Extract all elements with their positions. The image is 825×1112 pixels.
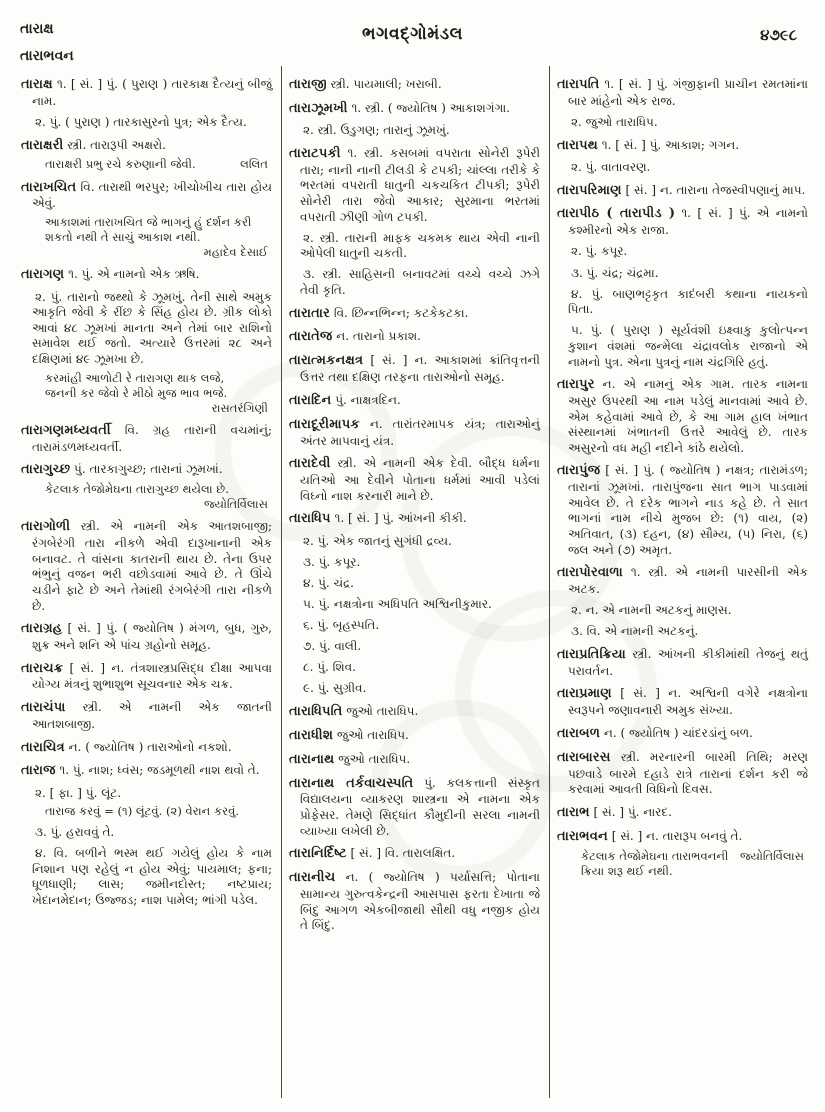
dict-entry: તારાદૂરીમાપક ન. તારાંતરમાપક યંત્ર; તારાઓનું અંતર માપવાનું યંત્ર. [289,416,540,448]
dict-entry: તારાચંપા સ્ત્રી. એ નામની એક જાતની આતશબાજી. [21,700,272,731]
headword: તારાક્ષ [21,77,53,92]
dict-entry: તારાજ ૧. પું. નાશ; ધ્વંસ; જડમૂળથી નાશ થવો તે. [21,763,260,779]
quotation [45,215,268,260]
dict-entry: તારાતેજ ન. તારાનો પ્રકાશ. [289,329,421,345]
dict-sense: ૨. [ ફા. ] પું. લૂંટ. [35,785,122,800]
page-title: ભગવદ્ગોમંડલ [362,24,463,44]
dict-entry: તારાનિર્દિષ્ટ [ સં. ] વિ. તારાલક્ષિત. [289,846,456,862]
quotation [45,482,268,512]
dict-entry: તારાનીચ ન. ( જ્યોતિષ ) પર્યાસત્તિ; પોતાના સામાન્ય ગુરુત્વકેન્દ્રની આસપાસ ફરતા દેખાતા જે બિંદુ આગળ એકબીજાથી સૌથી વધુ નજીક હોય તે બિંદુ. [289,870,540,933]
headword: તારાગોળી [21,519,71,535]
dict-sense: ૩. પું. હરાવવું તે. [35,825,115,839]
dict-entry: તારાપ્રતિક્રિયા સ્ત્રી. આંખની કીકીમાંથી તેજનું થતું પરાવર્તન. [557,646,808,678]
dict-sense: ૨. સ્ત્રી. તારાની માફક ચકમક થાય એવી નાની ઓપેલી ધાતુની ચકતી. [300,230,540,261]
dict-sense: ૨. ન. એ નામની અટકનું માણસ. [571,603,732,618]
dict-entry: તારાચક્ર [ સં. ] ન. તંત્રશાસ્ત્રપ્રસિદ્ધ દીક્ષા આપવા યોગ્ય મંત્રનું શુભાશુભ સૂચવનાર એક ચક્ર. [21,660,272,692]
dict-entry: તારાપીઠ ( તારાપીડ ) ૧. [ સં. ] પું. એ નામનો કશ્મીરનો એક રાજા. [557,206,808,238]
headword: તારાગ્રહ [21,621,63,637]
dict-sense: ૪. પું. ચંદ્ર. [303,575,354,590]
dict-entry: તારાભ [ સં. ] પું. નારદ. [557,804,672,820]
dict-sense: ૪. વિ. બળીને ભસ્મ થઈ ગયેલું હોય કે નામ નિશાન પણ રહેલું ન હોય એવું; પાયમાલ; ફના; ધૂળધાણી; લાસ; જમીનદોસ્ત; નષ્ટપ્રાય; ખેદાનમેદાન; ઉજ્જડ; નાશ પામેલ; ભાંગી પડેલ. [32,846,272,907]
dict-sense: ૨. જુઓ તારાધિપ. [571,114,658,129]
headword: તારાટપકી [289,145,341,161]
headword: તારાજી [289,77,327,92]
headword: તારાપતિ [557,77,600,92]
citation: જ્યોતિર્વિલાસ [203,497,268,512]
headword: તારાતેજ [289,329,333,345]
headword: તારાનિર્દિષ્ટ [289,846,347,862]
dict-entry: તારાપોરવાળા ૧. સ્ત્રી. એ નામની પારસીની એક અટક. [557,565,808,597]
quotation [45,371,268,416]
citation: લલિત [240,157,268,172]
dict-entry: તારાટપકી ૧. સ્ત્રી. કસબમાં વપરાતા સોનેરી રૂપેરી તારા; નાની નાની ટીલડી કે ટપકી; ચાંલ્લા તરીકે કે ભરતમાં વપરાતી ધાતુની ચકચકિત ટીપકી; રૂપેરી સોનેરી તારા જેવો આકાર; સુરમાના ભરતમાં વપરાતી ઝીણી ગોળ ટપકી. [289,145,540,224]
headword: તારાનાથ તર્કવાચસ્પતિ [289,775,414,791]
headword: તારાજ [21,763,56,779]
dict-sense: ૨. પું. ( પુરાણ ) તારકાસુરનો પુત્ર; એક દૈત્ય. [35,114,247,129]
dict-entry: તારાદેવી સ્ત્રી. એ નામની એક દેવી. બૌદ્ધ ધર્મના યતિઓ આ દેવીને પોતાના ધર્મમાં આવી પડેલાં વિઘ્નો નાશ કરનારી માને છે. [289,456,540,503]
dict-sense: ૫. પું. ( પુરાણ ) સૂર્યવંશી ઇક્ષ્વાકુ કુલોત્પન્ન કુશાન વંશમાં જન્મેલા ચંદ્રાવલોક રાજાનો એ નામનો પુત્ર. એના પુત્રનું નામ ચંદ્રગિરિ હતું. [568,323,808,369]
dict-entry: તારાપતિ ૧. [ સં. ] પું. ગંજીફાની પ્રાચીન રમતમાંના બાર માંહેનો એક રાજ. [557,77,808,108]
dict-sense: ૭. પું. વાલી. [303,639,362,654]
dict-sense: ૪. પું. બાણભટ્ટકૃત કાદંબરી કથાના નાયકનો પિતા. [568,286,808,317]
dict-sense: ૨. પું. કપૂર. [571,244,628,259]
headword: તારાપુર [557,377,595,393]
headword: તારાતાર [289,305,331,321]
dict-entry: તારાક્ષ ૧. [ સં. ] પું. ( પુરાણ ) તારકાક્ષ દૈત્યનું બીજું નામ. [21,77,272,108]
headword: તારાખચિત [21,179,77,195]
dict-sense: ૬. પું. બૃહસ્પતિ. [303,618,380,632]
headword: તારાધિપ [289,511,331,527]
dict-entry: તારાઝૂમખી ૧. સ્ત્રી. ( જ્યોતિષ ) આકાશગંગા. [289,100,510,116]
dict-sense: ૨. પું. એક જાતનું સુગંધી દ્રવ્ય. [303,533,452,548]
headword: તારાત્મકનક્ષત્ર [289,353,364,369]
quotation-line: જનની કર જેવો રે મીઠો મુજ ભાવ ભજે. [45,385,228,400]
headword: તારાપુંજ [557,463,601,479]
dict-sense: ૨. પું. તારાનો જથ્થો કે ઝૂમખું. તેની સાથે અમુક આકૃતિ જેવી કે રીંછ કે સિંહ હોય છે. ગ્રીક લોકો આવાં ૪૮ ઝૂમખાં માનતા અને તેમાં બાર રાશિનો સમાવેશ થઈ જતો. અત્યારે ઉત્તરમાં ૨૮ અને દક્ષિણમાં ૪૯ ઝૂમખા છે. [32,289,272,366]
headword: તારાનાથ [289,751,335,767]
dict-entry: તારાતાર વિ. છિન્નભિન્ન; કટકેકટકા. [289,305,469,321]
dict-sense: ૯. પું. સુગ્રીવ. [303,681,367,696]
dict-sense: ૩. પું. કપૂર. [303,554,361,569]
quotation-line: આકાશમાં તારાખચિત જે ભાગનું હું દર્શન કરી શકતો નથી તે સાચું આકાશ નથી. [45,215,252,245]
dict-sense: ૩. વિ. એ નામની અટકનું. [571,624,699,639]
headword: તારાદિન [289,392,332,408]
dict-sense: ૫. પું. નક્ષત્રોના અધિપતિ અશ્વિનીકુમાર. [303,596,492,611]
citation: રાસતરંગિણી [211,400,268,415]
quotation-line: તારાક્ષરી પ્રભુ રચે કરુણાની જેવી. લલિત [45,157,268,172]
dict-entry: તારાનાથ જુઓ તારાધિપ. [289,751,411,767]
quotation [45,157,268,172]
dict-entry: તારાપુર ન. એ નામનું એક ગામ. તારક નામના અસુર ઉપરથી આ નામ પડેલું માનવામાં આવે છે. એમ કહેવામાં આવે છે, કે આ ગામ હાલ ખંભાત સંસ્થાનમાં ખંભાતની ઉત્તરે આવેલું છે. તારક અસુરનો વધ મહી નદીને કાંઠે થયેલો. [557,377,808,455]
dict-entry: તારાપ્રમાણ [ સં. ] ન. અશ્વિની વગેરે નક્ષત્રોના સ્વરૂપને જણાવનારી અમુક સંખ્યા. [557,686,808,718]
dict-entry: તારાપુંજ [ સં. ] પું. ( જ્યોતિષ ) નક્ષત્ર; તારામંડળ; તારાનાં ઝૂમખાં. તારાપુંજના સાત ભાગ પાડવામાં આવેલ છે. તે દરેક ભાગને નાડ કહે છે. તે સાત ભાગનાં નામ નીચે મુજબ છે: (૧) વાય, (૨) અતિવાત, (૩) દહન, (૪) સૌમ્ય, (૫) નિરા, (૬) જલ અને (૭) અમૃત. [557,463,808,557]
headword: તારાપ્રતિક્રિયા [557,646,626,662]
dict-entry: તારાગણમધ્યવર્તી વિ. ગ્રહ તારાની વચમાંનું; તારામંડળમધ્યવર્તી. [21,422,272,454]
guide-word-top: તારાક્ષ [20,21,54,37]
dict-sense: ૩. પું. ચંદ્ર; ચંદ્રમા. [571,265,659,280]
dict-sense: ૨. સ્ત્રી. ઉડુગણ; તારાનું ઝૂમખું. [303,123,450,138]
headword: તારાધીશ [289,727,334,743]
quotation [581,849,804,879]
citation: જ્યોતિર્વિલાસ [739,848,804,863]
dict-entry: તારાપરિમાણ [ સં. ] ન. તારાના તેજસ્વીપણાનું માપ. [557,182,806,198]
headword: તારાદૂરીમાપક [289,416,360,432]
column-1 [14,66,281,1098]
citation: મહાદેવ દેસાઈ [203,245,268,260]
dict-sense: ૨. પું. વાતાવરણ. [571,159,651,174]
dict-entry: તારાગોળી સ્ત્રી. એ નામની એક આતશબાજી; રંગબેરંગી તારા નીકળે એવી દારૂખાનાની એક બનાવટ. તે વાંસના કાતરાની થાય છે. તેના ઉપર ભંભુનું વજન ભરી વછોડવામાં આવે છે. તે ઊંચે ચડીને ફાટે છે અને તેમાંથી રંગબેરંગી તારા નીકળે છે. [21,519,272,613]
headword: તારાપ્રમાણ [557,686,612,702]
headword: તારાબારસ [557,749,611,765]
headword: તારાચક્ર [21,660,64,676]
dict-entry: તારાબારસ સ્ત્રી. મરનારની બારમી તિથિ; મરણ પછવાડે બારમે દહાડે રાત્રે તારાનાં દર્શન કરી જે કરવામાં આવતી વિધિનો દિવસ. [557,749,808,797]
headword: તારાભ [557,804,590,820]
dict-entry: તારાધિપ ૧. [ સં. ] પું. આંખની કીકી. [289,511,467,527]
dict-entry: તારાધિપતિ જુઓ તારાધિપ. [289,703,419,719]
page-number: ૪૭૯૮ [760,26,797,44]
headword: તારાચંપા [21,700,66,716]
headword: તારાચિત્ર [21,739,65,755]
dict-entry: તારાબળ ન. ( જ્યોતિષ ) ચાંદરડાંનું બળ. [557,725,753,741]
quotation-line: કેટલાક તેજોમેઘના તારાભવનની ક્રિયા શરૂ થઈ નથી. જ્યોતિર્વિલાસ [581,848,804,878]
dict-entry: તારાગુચ્છ પું. તારકાગુચ્છ; તારાનાં ઝૂમખાં. [21,462,223,478]
headword: તારાપથ [557,137,598,153]
dict-entry: તારાત્મકનક્ષત્ર [ સં. ] ન. આકાશમાં ક્રાંતિવૃત્તની ઉત્તર તથા દક્ષિણ તરફના તારાઓનો સમૂહ. [289,353,540,385]
headword: તારાનીચ [289,870,336,886]
columns-container [14,66,817,1098]
dict-entry: તારાપથ ૧. [ સં. ] પું. આકાશ; ગગન. [557,137,740,153]
column-2 [281,66,549,1098]
quotation-line: કેટલાક તેજોમેઘના તારાગુચ્છ થયેલા છે. [45,482,229,497]
headword: તારાગણમધ્યવર્તી [21,422,111,438]
dict-entry: તારાનાથ તર્કવાચસ્પતિ પું. કલકત્તાની સંસ્કૃત વિદ્યાલયના વ્યાકરણ શાસ્ત્રના એ નામના એક પ્રોફેસર. તેમણે સિદ્ધાંત કૌમુદીની સરલા નામની વ્યાખ્યા લખેલી છે. [289,775,540,838]
dict-entry: તારાભવન [ સં. ] ન. તારારૂપ બનવું તે. [557,828,743,844]
quotation [45,804,268,819]
headword: તારાઝૂમખી [289,100,348,116]
column-3 [549,66,817,1098]
dict-entry: તારાજી સ્ત્રી. પાયમાલી; ખરાબી. [289,77,442,92]
headword: તારાધિપતિ [289,703,343,719]
dict-entry: તારાચિત્ર ન. ( જ્યોતિષ ) તારાઓનો નકશો. [21,739,232,755]
dict-sense: ૩. સ્ત્રી. સાહિસની બનાવટમાં વચ્ચે વચ્ચે ઝગે તેવી કૃતિ. [300,267,540,297]
headword: તારાગુચ્છ [21,462,71,478]
headword: તારાક્ષરી [21,137,64,153]
dict-sense: ૮. પું. શિવ. [303,660,356,675]
quotation-line: કરમાંહી આળોટી રે તારાગણ થાક લજે, [45,370,225,385]
headword: તારાભવન [557,828,608,844]
headword: તારાબળ [557,725,601,741]
dict-entry: તારાદિન પું. નાક્ષત્રદિન. [289,392,401,408]
quotation-line: તારાજ કરવું = (૧) લૂંટવું. (૨) વેરાન કરવું. [45,804,240,819]
dict-entry: તારાખચિત વિ. તારાથી ભરપુર; ખીચોખીચ તારા હોય એવું. [21,179,272,211]
headword: તારાપરિમાણ [557,182,622,198]
headword: તારાપોરવાળા [557,565,623,581]
headword: તારાગણ [21,267,65,283]
dict-entry: તારાગણ ૧. પું. એ નામનો એક ઋષિ. [21,267,200,283]
dict-entry: તારાગ્રહ [ સં. ] પું. ( જ્યોતિષ ) મંગળ, બુધ, ગુરુ, શુક્ર અને શનિ એ પાંચ ગ્રહોનો સમૂહ. [21,621,272,652]
headword: તારાપીઠ ( તારાપીડ ) [557,206,676,222]
dict-entry: તારાક્ષરી સ્ત્રી. તારારૂપી અક્ષરો. [21,137,166,153]
headword: તારાદેવી [289,456,331,472]
guide-word-bottom: તારાભવન [20,47,74,64]
dict-entry: તારાધીશ જુઓ તારાધિપ. [289,727,409,743]
